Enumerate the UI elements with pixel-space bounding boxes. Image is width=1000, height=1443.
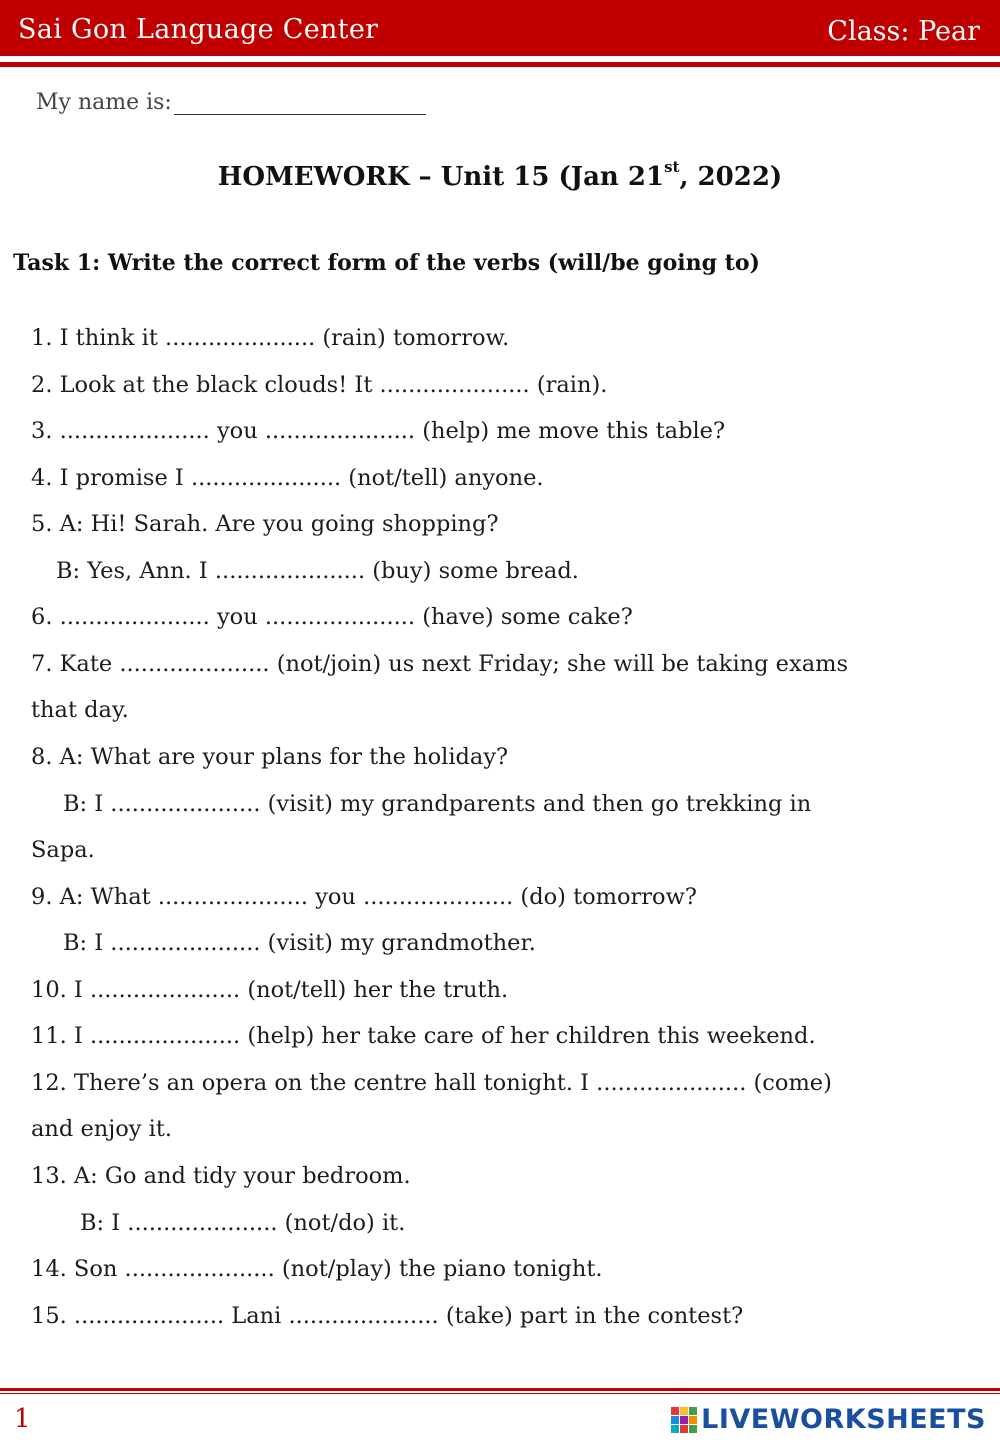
exercise-line: 14. Son ..................... (not/play) the piano tonight. [31,1256,603,1282]
exercise-line: 11. I ..................... (help) her take care of her children this weekend. [31,1023,816,1049]
name-label: My name is: [36,90,172,115]
exercise-line: 2. Look at the black clouds! It ..................... (rain). [31,372,608,398]
exercise-line: 10. I ..................... (not/tell) her the truth. [31,977,509,1003]
exercise-line: that day. [31,697,129,723]
page-title [0,158,1000,192]
title-superscript: st [664,158,680,176]
header-divider-white [0,56,1000,59]
header-divider-red [0,62,1000,67]
footer-divider-thin [0,1393,1000,1394]
liveworksheets-wordmark: LIVEWORKSHEETS [701,1404,986,1435]
exercise-line: B: Yes, Ann. I ..................... (buy) some bread. [56,558,579,584]
name-field-row [36,90,426,115]
exercise-line: B: I ..................... (visit) my grandmother. [63,930,536,956]
footer-divider [0,1388,1000,1391]
exercise-line: 5. A: Hi! Sarah. Are you going shopping? [31,511,499,537]
exercise-line: 12. There’s an opera on the centre hall tonight. I ..................... (come) [31,1070,832,1096]
page-number: 1 [14,1404,31,1434]
center-name: Sai Gon Language Center [18,14,379,45]
exercise-line: B: I ..................... (visit) my grandparents and then go trekking in [63,791,812,817]
exercise-line: 8. A: What are your plans for the holiday? [31,744,509,770]
exercise-line: 1. I think it ..................... (rain) tomorrow. [31,325,510,351]
liveworksheets-grid-icon [671,1407,697,1433]
page-header [0,0,1000,56]
exercise-line: B: I ..................... (not/do) it. [80,1210,406,1236]
exercise-line: 7. Kate ..................... (not/join) us next Friday; she will be taking exams [31,651,848,677]
class-label: Class: Pear [827,16,980,47]
title-main: HOMEWORK – Unit 15 (Jan 21 [217,162,665,192]
name-blank-line[interactable] [174,94,426,115]
exercise-line: 6. ..................... you ..................... (have) some cake? [31,604,633,630]
exercise-line: 15. ..................... Lani ..................... (take) part in the contest? [31,1303,744,1329]
exercise-line: 4. I promise I ..................... (not/tell) anyone. [31,465,544,491]
exercise-line: 13. A: Go and tidy your bedroom. [31,1163,411,1189]
title-tail: , 2022) [679,162,783,192]
exercise-line: 3. ..................... you ..................... (help) me move this table? [31,418,726,444]
exercise-line: Sapa. [31,837,95,863]
liveworksheets-logo[interactable] [671,1404,986,1435]
exercise-line: and enjoy it. [31,1116,173,1142]
task-heading: Task 1: Write the correct form of the verbs (will/be going to) [13,250,760,276]
exercise-line: 9. A: What ..................... you ..................... (do) tomorrow? [31,884,697,910]
